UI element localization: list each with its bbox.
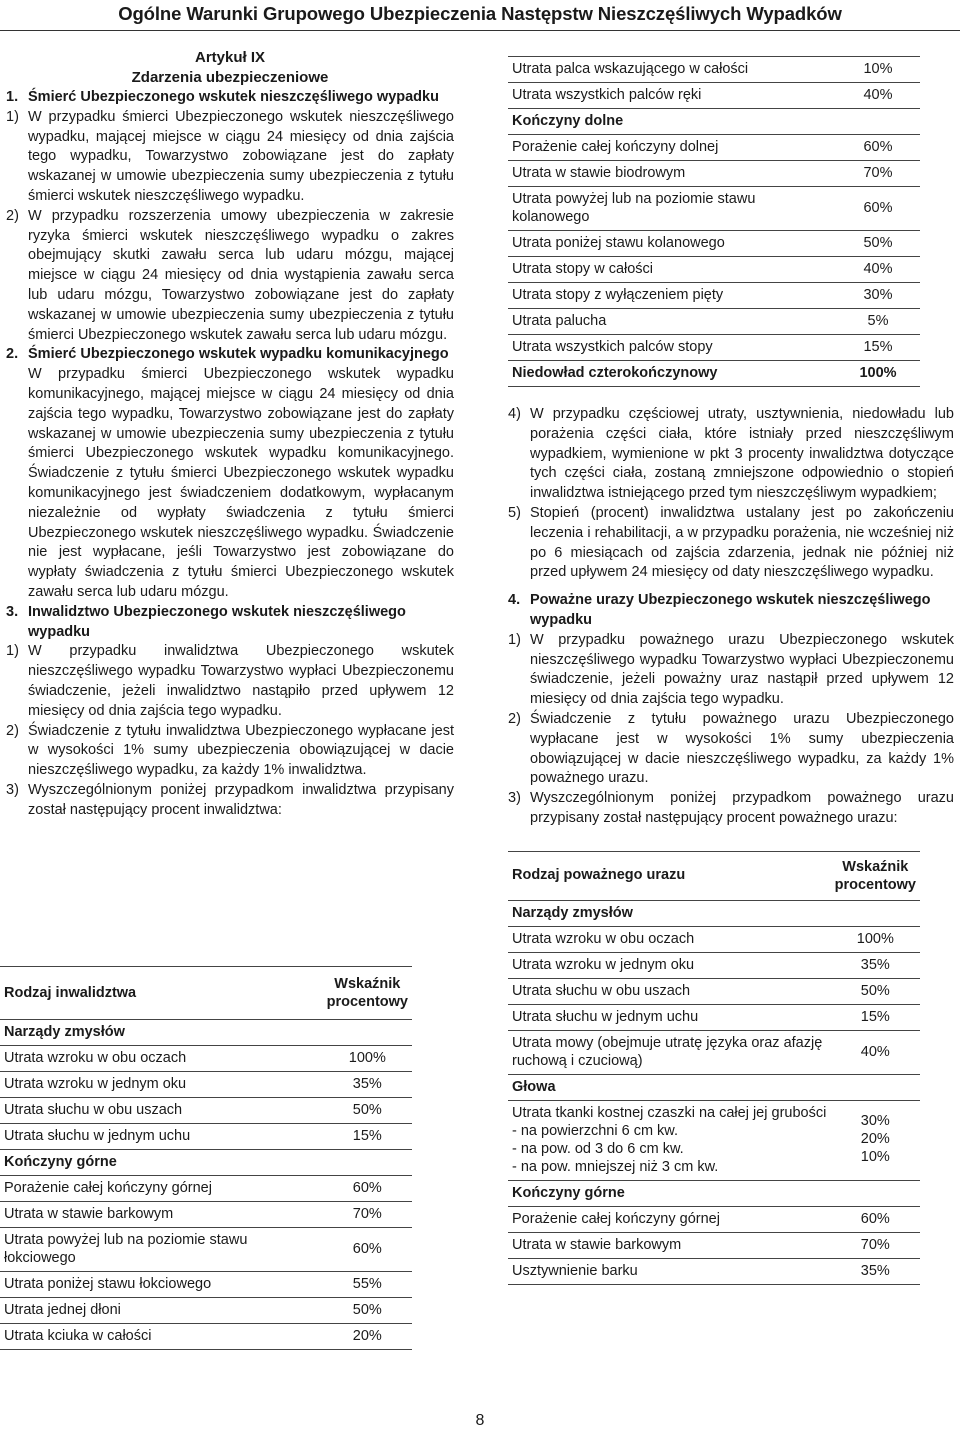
section-3-point-4: 4) W przypadku częściowej utraty, usztywnienia, niedowładu lub porażenia części ciała, które istniały przed nieszczęśliwym wypadkiem, wymienione w pkt 3 procenty inwalidztwa dotyczące tych części ciała, zostaną zmniejszone odpowiednio o stopień inwalidztwa istniejącego przed tym nieszczęśliwym wypadkiem; — [508, 406, 954, 502]
document-title: Ogólne Warunki Grupowego Ubezpieczenia Następstw Nieszczęśliwych Wypadków — [118, 3, 842, 24]
row-label: Utrata palucha — [508, 309, 836, 335]
table-row — [508, 57, 920, 83]
row-value: 50% — [836, 231, 920, 257]
row-value: 70% — [323, 1202, 412, 1228]
row-label — [508, 1100, 831, 1180]
section-1-heading: 1. Śmierć Ubezpieczonego wskutek nieszczęśliwego wypadku — [6, 89, 439, 105]
row-label: Utrata stopy w całości — [508, 257, 836, 283]
table-row — [0, 1202, 412, 1228]
row-label: Utrata wszystkich palców stopy — [508, 335, 836, 361]
row-label: Niedowład czterokończynowy — [508, 361, 836, 387]
row-value: 15% — [836, 335, 920, 361]
injury-table — [508, 851, 920, 1285]
section-3-point-1: 1) W przypadku inwalidztwa Ubezpieczonego wskutek nieszczęśliwego wypadku Towarzystwo wypłaci Ubezpieczonemu świadczenie, jeżeli inwalidztwo nastąpiło przed upływem 12 miesięcy od dnia zajścia tego wypadku. — [6, 643, 454, 719]
section-3-heading: 3. Inwalidztwo Ubezpieczonego wskutek nieszczęśliwego wypadku — [6, 603, 406, 640]
table-row — [508, 257, 920, 283]
row-label: Utrata w stawie barkowym — [508, 1232, 831, 1258]
table-row — [0, 1176, 412, 1202]
row-label: Kończyny górne — [0, 1150, 323, 1176]
table-row — [508, 1206, 920, 1232]
table-header-indicator: Wskaźnik procentowy — [323, 967, 412, 1020]
left-column — [6, 48, 454, 820]
row-label: Utrata jednej dłoni — [0, 1298, 323, 1324]
row-value: 50% — [831, 978, 920, 1004]
table-row — [508, 1004, 920, 1030]
right-column — [508, 56, 954, 1285]
row-value: 15% — [831, 1004, 920, 1030]
row-value: 40% — [836, 257, 920, 283]
row-value: 35% — [831, 1258, 920, 1284]
table-row — [508, 283, 920, 309]
section-4-point-3: 3) Wyszczególnionym poniżej przypadkom poważnego urazu przypisany został następujący procent poważnego urazu: — [508, 790, 954, 826]
article-number: Artykuł IX — [194, 49, 266, 66]
row-value — [323, 1020, 412, 1046]
table-category-row — [508, 1074, 920, 1100]
table-header-type: Rodzaj inwalidztwa — [0, 967, 323, 1020]
table-category-row — [508, 1180, 920, 1206]
row-value: 35% — [831, 952, 920, 978]
row-label: Utrata wzroku w obu oczach — [508, 926, 831, 952]
table-row — [0, 1072, 412, 1098]
skull-line: Utrata tkanki kostnej czaszki na całej jej grubości — [512, 1104, 827, 1121]
table-row — [0, 1298, 412, 1324]
row-label: Kończyny dolne — [508, 109, 836, 135]
disability-table — [0, 966, 412, 1350]
row-value — [831, 1180, 920, 1206]
row-label: Narządy zmysłów — [0, 1020, 323, 1046]
row-label: Utrata słuchu w jednym uchu — [0, 1124, 323, 1150]
table-category-row — [508, 900, 920, 926]
table-header-row — [508, 851, 920, 900]
row-value: 60% — [323, 1176, 412, 1202]
row-label: Utrata mowy (obejmuje utratę języka oraz afazję ruchową i czuciową) — [508, 1030, 831, 1074]
table-row-skull — [508, 1100, 920, 1180]
row-label: Utrata wszystkich palców ręki — [508, 83, 836, 109]
row-value: 70% — [831, 1232, 920, 1258]
row-value: 60% — [831, 1206, 920, 1232]
row-value: 60% — [836, 135, 920, 161]
row-value: 100% — [836, 361, 920, 387]
row-label: Utrata powyżej lub na poziomie stawu kolanowego — [508, 187, 836, 231]
row-value: 40% — [831, 1030, 920, 1074]
row-label: Kończyny górne — [508, 1180, 831, 1206]
row-label: Utrata słuchu w obu uszach — [508, 978, 831, 1004]
table-row — [0, 1046, 412, 1072]
table-category-row — [508, 109, 920, 135]
row-label: Utrata wzroku w jednym oku — [0, 1072, 323, 1098]
table-row — [508, 952, 920, 978]
row-value: 20% — [323, 1324, 412, 1350]
row-value: 35% — [323, 1072, 412, 1098]
table-row — [508, 1232, 920, 1258]
skull-value: 20% — [860, 1130, 890, 1147]
section-3-point-2: 2) Świadczenie z tytułu inwalidztwa Ubezpieczonego wypłacane jest w wysokości 1% sumy ubezpieczenia obowiązującej w dacie nieszczęśliwego wypadku, za każdy 1% inwalidztwa. — [6, 722, 454, 779]
row-label: Utrata stopy z wyłączeniem pięty — [508, 283, 836, 309]
table-row — [508, 135, 920, 161]
table-row — [508, 1258, 920, 1284]
table-row — [0, 1124, 412, 1150]
row-value: 50% — [323, 1298, 412, 1324]
row-label: Porażenie całej kończyny górnej — [508, 1206, 831, 1232]
row-label: Utrata słuchu w jednym uchu — [508, 1004, 831, 1030]
table-header-type: Rodzaj poważnego urazu — [508, 851, 831, 900]
table-row — [0, 1228, 412, 1272]
skull-value: 10% — [860, 1148, 890, 1165]
row-value: 30% — [836, 283, 920, 309]
row-value: 50% — [323, 1098, 412, 1124]
article-title: Zdarzenia ubezpieczeniowe — [131, 69, 329, 86]
table-row — [508, 83, 920, 109]
section-3-point-5: 5) Stopień (procent) inwalidztwa ustalany jest po zakończeniu leczenia i rehabilitacji, a w przypadku porażenia, nie wcześniej niż po 6 miesiącach od zajścia zdarzenia, jednak nie później niż przed upływem 24 miesięcy od daty nieszczęśliwego wypadku. — [508, 504, 954, 581]
row-value — [831, 900, 920, 926]
row-value: 60% — [323, 1228, 412, 1272]
row-value: 10% — [836, 57, 920, 83]
row-label: Utrata poniżej stawu kolanowego — [508, 231, 836, 257]
row-value: 100% — [831, 926, 920, 952]
skull-line: - na powierzchni 6 cm kw. — [512, 1122, 679, 1139]
row-label: Utrata słuchu w obu uszach — [0, 1098, 323, 1124]
table-header-row — [0, 967, 412, 1020]
table-category-row — [0, 1150, 412, 1176]
section-3-point-3: 3) Wyszczególnionym poniżej przypadkom inwalidztwa przypisany został następujący procent inwalidztwa: — [6, 781, 454, 818]
section-4-point-1: 1) W przypadku poważnego urazu Ubezpieczonego wskutek nieszczęśliwego wypadku Towarzystwo wypłaci Ubezpieczonemu świadczenie, jeżeli poważny uraz nastąpił przed upływem 12 miesięcy od dnia zajścia tego wypadku. — [508, 631, 954, 708]
table-row — [0, 1098, 412, 1124]
row-value — [831, 1100, 920, 1180]
section-2-text: W przypadku śmierci Ubezpieczonego wskutek wypadku komunikacyjnego, mającej miejsce w ciągu 24 miesięcy od dnia zajścia tego wypadku, Towarzystwo zobowiązane jest do zapłaty wskazanej w umowie ubezpieczenia sumy ubezpieczenia z tytułu śmierci Ubezpieczonego wskutek wypadku komunikacyjnego. Świadczenie z tytułu śmierci Ubezpieczonego wskutek wypadku komunikacyjnego jest świadczeniem dodatkowym, wypłacanym niezależnie od wypłaty świadczenia z tytułu śmierci Ubezpieczonego wskutek nieszczęśliwego wypadku. Świadczenie nie jest wypłacane, jeśli Towarzystwo jest zobowiązane do wypłaty świadczenia z tytułu śmierci Ubezpieczonego wskutek zawału serca lub udaru mózgu. — [28, 366, 454, 600]
section-1-point-2: 2) W przypadku rozszerzenia umowy ubezpieczenia w zakresie ryzyka śmierci wskutek nieszczęśliwego wypadku o zakres obejmujący skutki zawału serca lub udaru mózgu, mającej miejsce w ciągu 24 miesięcy od dnia wystąpienia zawału serca lub udaru mózgu, Towarzystwo zobowiązane jest do zapłaty wskazanej w umowie ubezpieczenia sumy ubezpieczenia z tytułu śmierci Ubezpieczonego wskutek zawału serca lub udaru mózgu. — [6, 207, 454, 343]
row-value: 70% — [836, 161, 920, 187]
section-2-heading: 2. Śmierć Ubezpieczonego wskutek wypadku komunikacyjnego — [6, 346, 449, 363]
table-row — [508, 335, 920, 361]
row-value — [323, 1150, 412, 1176]
row-value: 60% — [836, 187, 920, 231]
table-row — [0, 1272, 412, 1298]
table-row — [508, 361, 920, 387]
table-category-row — [0, 1020, 412, 1046]
table-row — [508, 1030, 920, 1074]
row-label: Narządy zmysłów — [508, 900, 831, 926]
row-label: Utrata powyżej lub na poziomie stawu łokciowego — [0, 1228, 323, 1272]
row-value — [836, 109, 920, 135]
table-row — [508, 978, 920, 1004]
table-row — [508, 187, 920, 231]
page-header — [0, 0, 960, 31]
row-label: Głowa — [508, 1074, 831, 1100]
section-1-point-1: 1) W przypadku śmierci Ubezpieczonego wskutek nieszczęśliwego wypadku, mającej miejsce w ciągu 24 miesięcy od dnia zajścia tego wypadku, Towarzystwo zobowiązane jest do zapłaty wskazanej w umowie ubezpieczenia sumy ubezpieczenia z tytułu śmierci wskutek nieszczęśliwego wypadku. — [6, 108, 454, 204]
row-value: 100% — [323, 1046, 412, 1072]
row-label: Utrata kciuka w całości — [0, 1324, 323, 1350]
table-row — [508, 161, 920, 187]
row-label: Utrata wzroku w obu oczach — [0, 1046, 323, 1072]
row-label: Porażenie całej kończyny górnej — [0, 1176, 323, 1202]
row-value — [831, 1074, 920, 1100]
row-value: 55% — [323, 1272, 412, 1298]
table-row — [0, 1324, 412, 1350]
skull-line: - na pow. od 3 do 6 cm kw. — [512, 1140, 684, 1157]
table-row — [508, 309, 920, 335]
section-4-heading: 4. Poważne urazy Ubezpieczonego wskutek nieszczęśliwego wypadku — [508, 592, 931, 628]
skull-line: - na pow. mniejszej niż 3 cm kw. — [512, 1158, 719, 1175]
row-label: Utrata w stawie barkowym — [0, 1202, 323, 1228]
row-label: Utrata wzroku w jednym oku — [508, 952, 831, 978]
row-label: Porażenie całej kończyny dolnej — [508, 135, 836, 161]
row-value: 40% — [836, 83, 920, 109]
table-row — [508, 926, 920, 952]
row-label: Utrata w stawie biodrowym — [508, 161, 836, 187]
row-label: Utrata poniżej stawu łokciowego — [0, 1272, 323, 1298]
row-value: 15% — [323, 1124, 412, 1150]
table-header-indicator: Wskaźnik procentowy — [831, 851, 920, 900]
row-value: 5% — [836, 309, 920, 335]
row-label: Usztywnienie barku — [508, 1258, 831, 1284]
row-label: Utrata palca wskazującego w całości — [508, 57, 836, 83]
table-row — [508, 231, 920, 257]
page-number: 8 — [475, 1412, 485, 1429]
disability-table-continued — [508, 56, 920, 387]
section-4-point-2: 2) Świadczenie z tytułu poważnego urazu Ubezpieczonego wypłacane jest w wysokości 1% sumy ubezpieczenia obowiązującej w dacie nieszczęśliwego wypadku, za każdy 1% poważnego urazu. — [508, 710, 954, 787]
skull-value: 30% — [860, 1112, 890, 1129]
